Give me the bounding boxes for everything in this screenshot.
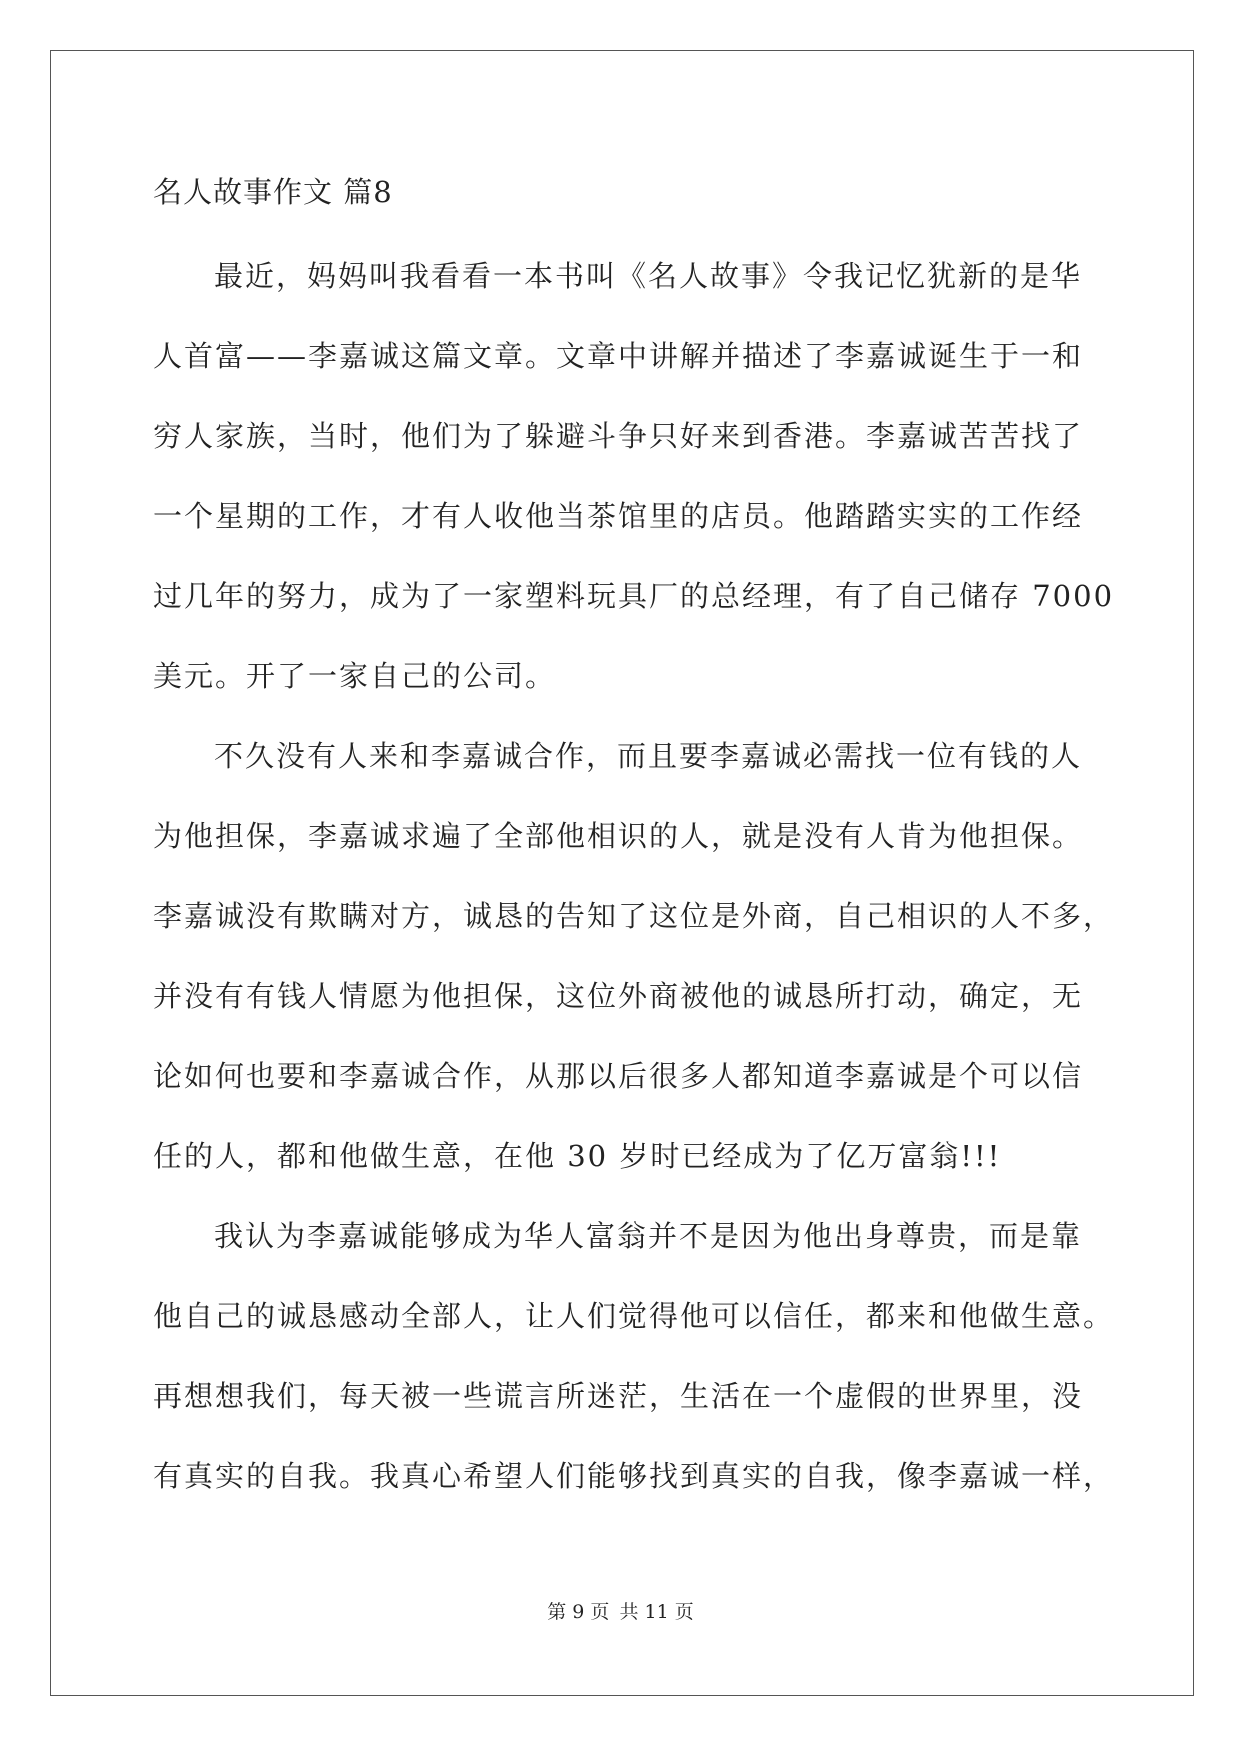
paragraph-line: 最近，妈妈叫我看看一本书叫《名人故事》令我记忆犹新的是华 [214, 259, 1083, 293]
paragraph-line: 一个星期的工作，才有人收他当茶馆里的店员。他踏踏实实的工作经 [153, 499, 1084, 533]
paragraph-1 [153, 236, 1115, 716]
paragraph-line: 穷人家族，当时，他们为了躲避斗争只好来到香港。李嘉诚苦苦找了 [153, 419, 1084, 453]
paragraph-line: 再想想我们，每天被一些谎言所迷茫，生活在一个虚假的世界里，没 [153, 1379, 1084, 1413]
paragraph-line: 并没有有钱人情愿为他担保，这位外商被他的诚恳所打动，确定，无 [153, 979, 1084, 1013]
paragraph-line: 任的人，都和他做生意，在他 30 岁时已经成为了亿万富翁!!! [153, 1139, 1002, 1173]
paragraph-line: 不久没有人来和李嘉诚合作，而且要李嘉诚必需找一位有钱的人 [214, 739, 1083, 773]
paragraph-3 [153, 1196, 1115, 1516]
document-title: 名人故事作文 篇8 [153, 175, 393, 209]
document-body [153, 172, 1115, 1516]
page-footer [0, 1599, 1241, 1625]
page-total: 共 11 页 [619, 1601, 694, 1623]
page-number: 第 9 页 [547, 1601, 610, 1623]
paragraph-line: 过几年的努力，成为了一家塑料玩具厂的总经理，有了自己储存 7000 [153, 579, 1115, 613]
paragraph-line: 人首富——李嘉诚这篇文章。文章中讲解并描述了李嘉诚诞生于一和 [153, 339, 1084, 373]
paragraph-2 [153, 716, 1115, 1196]
paragraph-line: 有真实的自我。我真心希望人们能够找到真实的自我，像李嘉诚一样， [153, 1459, 1115, 1493]
paragraph-line: 论如何也要和李嘉诚合作，从那以后很多人都知道李嘉诚是个可以信 [153, 1059, 1084, 1093]
paragraph-line: 他自己的诚恳感动全部人，让人们觉得他可以信任，都来和他做生意。 [153, 1299, 1115, 1333]
paragraph-line: 我认为李嘉诚能够成为华人富翁并不是因为他出身尊贵，而是靠 [214, 1219, 1083, 1253]
paragraph-line: 为他担保，李嘉诚求遍了全部他相识的人，就是没有人肯为他担保。 [153, 819, 1084, 853]
paragraph-line: 李嘉诚没有欺瞒对方，诚恳的告知了这位是外商，自己相识的人不多， [153, 899, 1115, 933]
paragraph-line: 美元。开了一家自己的公司。 [153, 659, 557, 693]
